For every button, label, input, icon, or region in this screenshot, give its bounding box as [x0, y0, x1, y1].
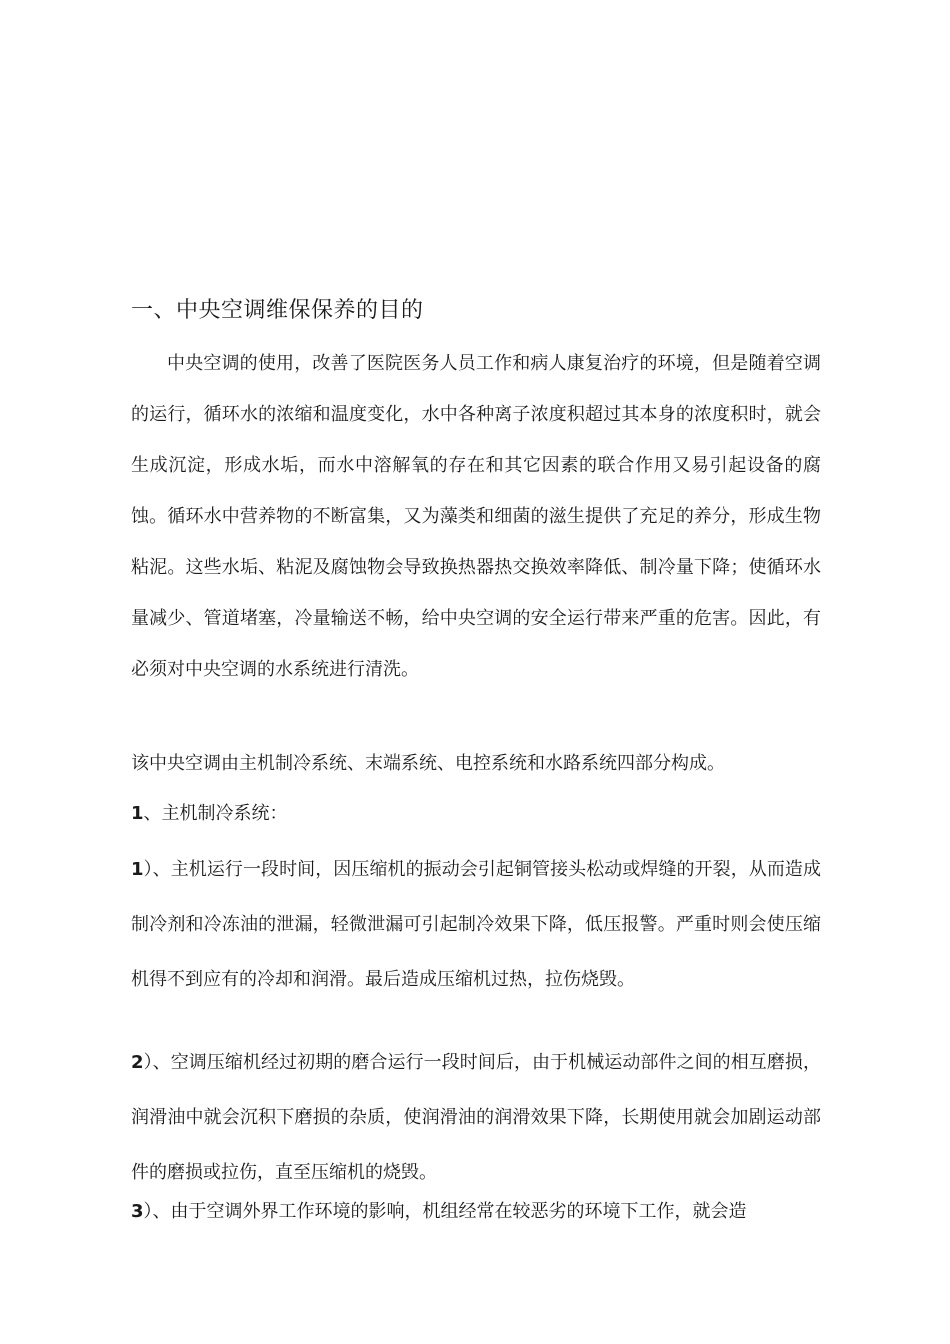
subsection-number: 1 — [131, 803, 144, 824]
list-item-number: 2 — [131, 1052, 144, 1073]
list-item — [131, 1184, 821, 1239]
list-item-text: ）、由于空调外界工作环境的影响，机组经常在较恶劣的环境下工作，就会造 — [143, 1201, 747, 1222]
subsection-title: 、主机制冷系统： — [143, 803, 288, 824]
section-heading: 一、中央空调维保保养的目的 — [131, 298, 424, 323]
intro-paragraph: 中央空调的使用，改善了医院医务人员工作和病人康复治疗的环境，但是随着空调的运行，循环水的浓缩和温度变化，水中各种离子浓度积超过其本身的浓度积时，就会生成沉淀，形成水垢，而水中溶解氧的存在和其它因素的联合作用又易引起设备的腐蚀。循环水中营养物的不断富集，又为藻类和细菌的滋生提供了充足的养分，形成生物粘泥。这些水垢、粘泥及腐蚀物会导致换热器热交换效率降低、制冷量下降；使循环水量减少、管道堵塞，冷量输送不畅，给中央空调的安全运行带来严重的危害。因此，有必须对中央空调的水系统进行清洗。 — [131, 353, 821, 680]
composition-paragraph: 该中央空调由主机制冷系统、末端系统、电控系统和水路系统四部分构成。 — [131, 753, 725, 774]
list-item-text: ）、空调压缩机经过初期的磨合运行一段时间后，由于机械运动部件之间的相互磨损，润滑油中就会沉积下磨损的杂质，使润滑油的润滑效果下降，长期使用就会加剧运动部件的磨损或拉伤，直至压缩机的烧毁。 — [131, 1052, 821, 1183]
subsection-heading — [131, 790, 821, 838]
list-item-text: ）、主机运行一段时间，因压缩机的振动会引起铜管接头松动或焊缝的开裂，从而造成制冷剂和冷冻油的泄漏，轻微泄漏可引起制冷效果下降，低压报警。严重时则会使压缩机得不到应有的冷却和润滑。最后造成压缩机过热，拉伤烧毁。 — [131, 859, 821, 990]
list-item — [131, 1035, 821, 1200]
list-item-number: 3 — [131, 1201, 144, 1222]
list-item-number: 1 — [131, 859, 144, 880]
list-item — [131, 842, 821, 1007]
